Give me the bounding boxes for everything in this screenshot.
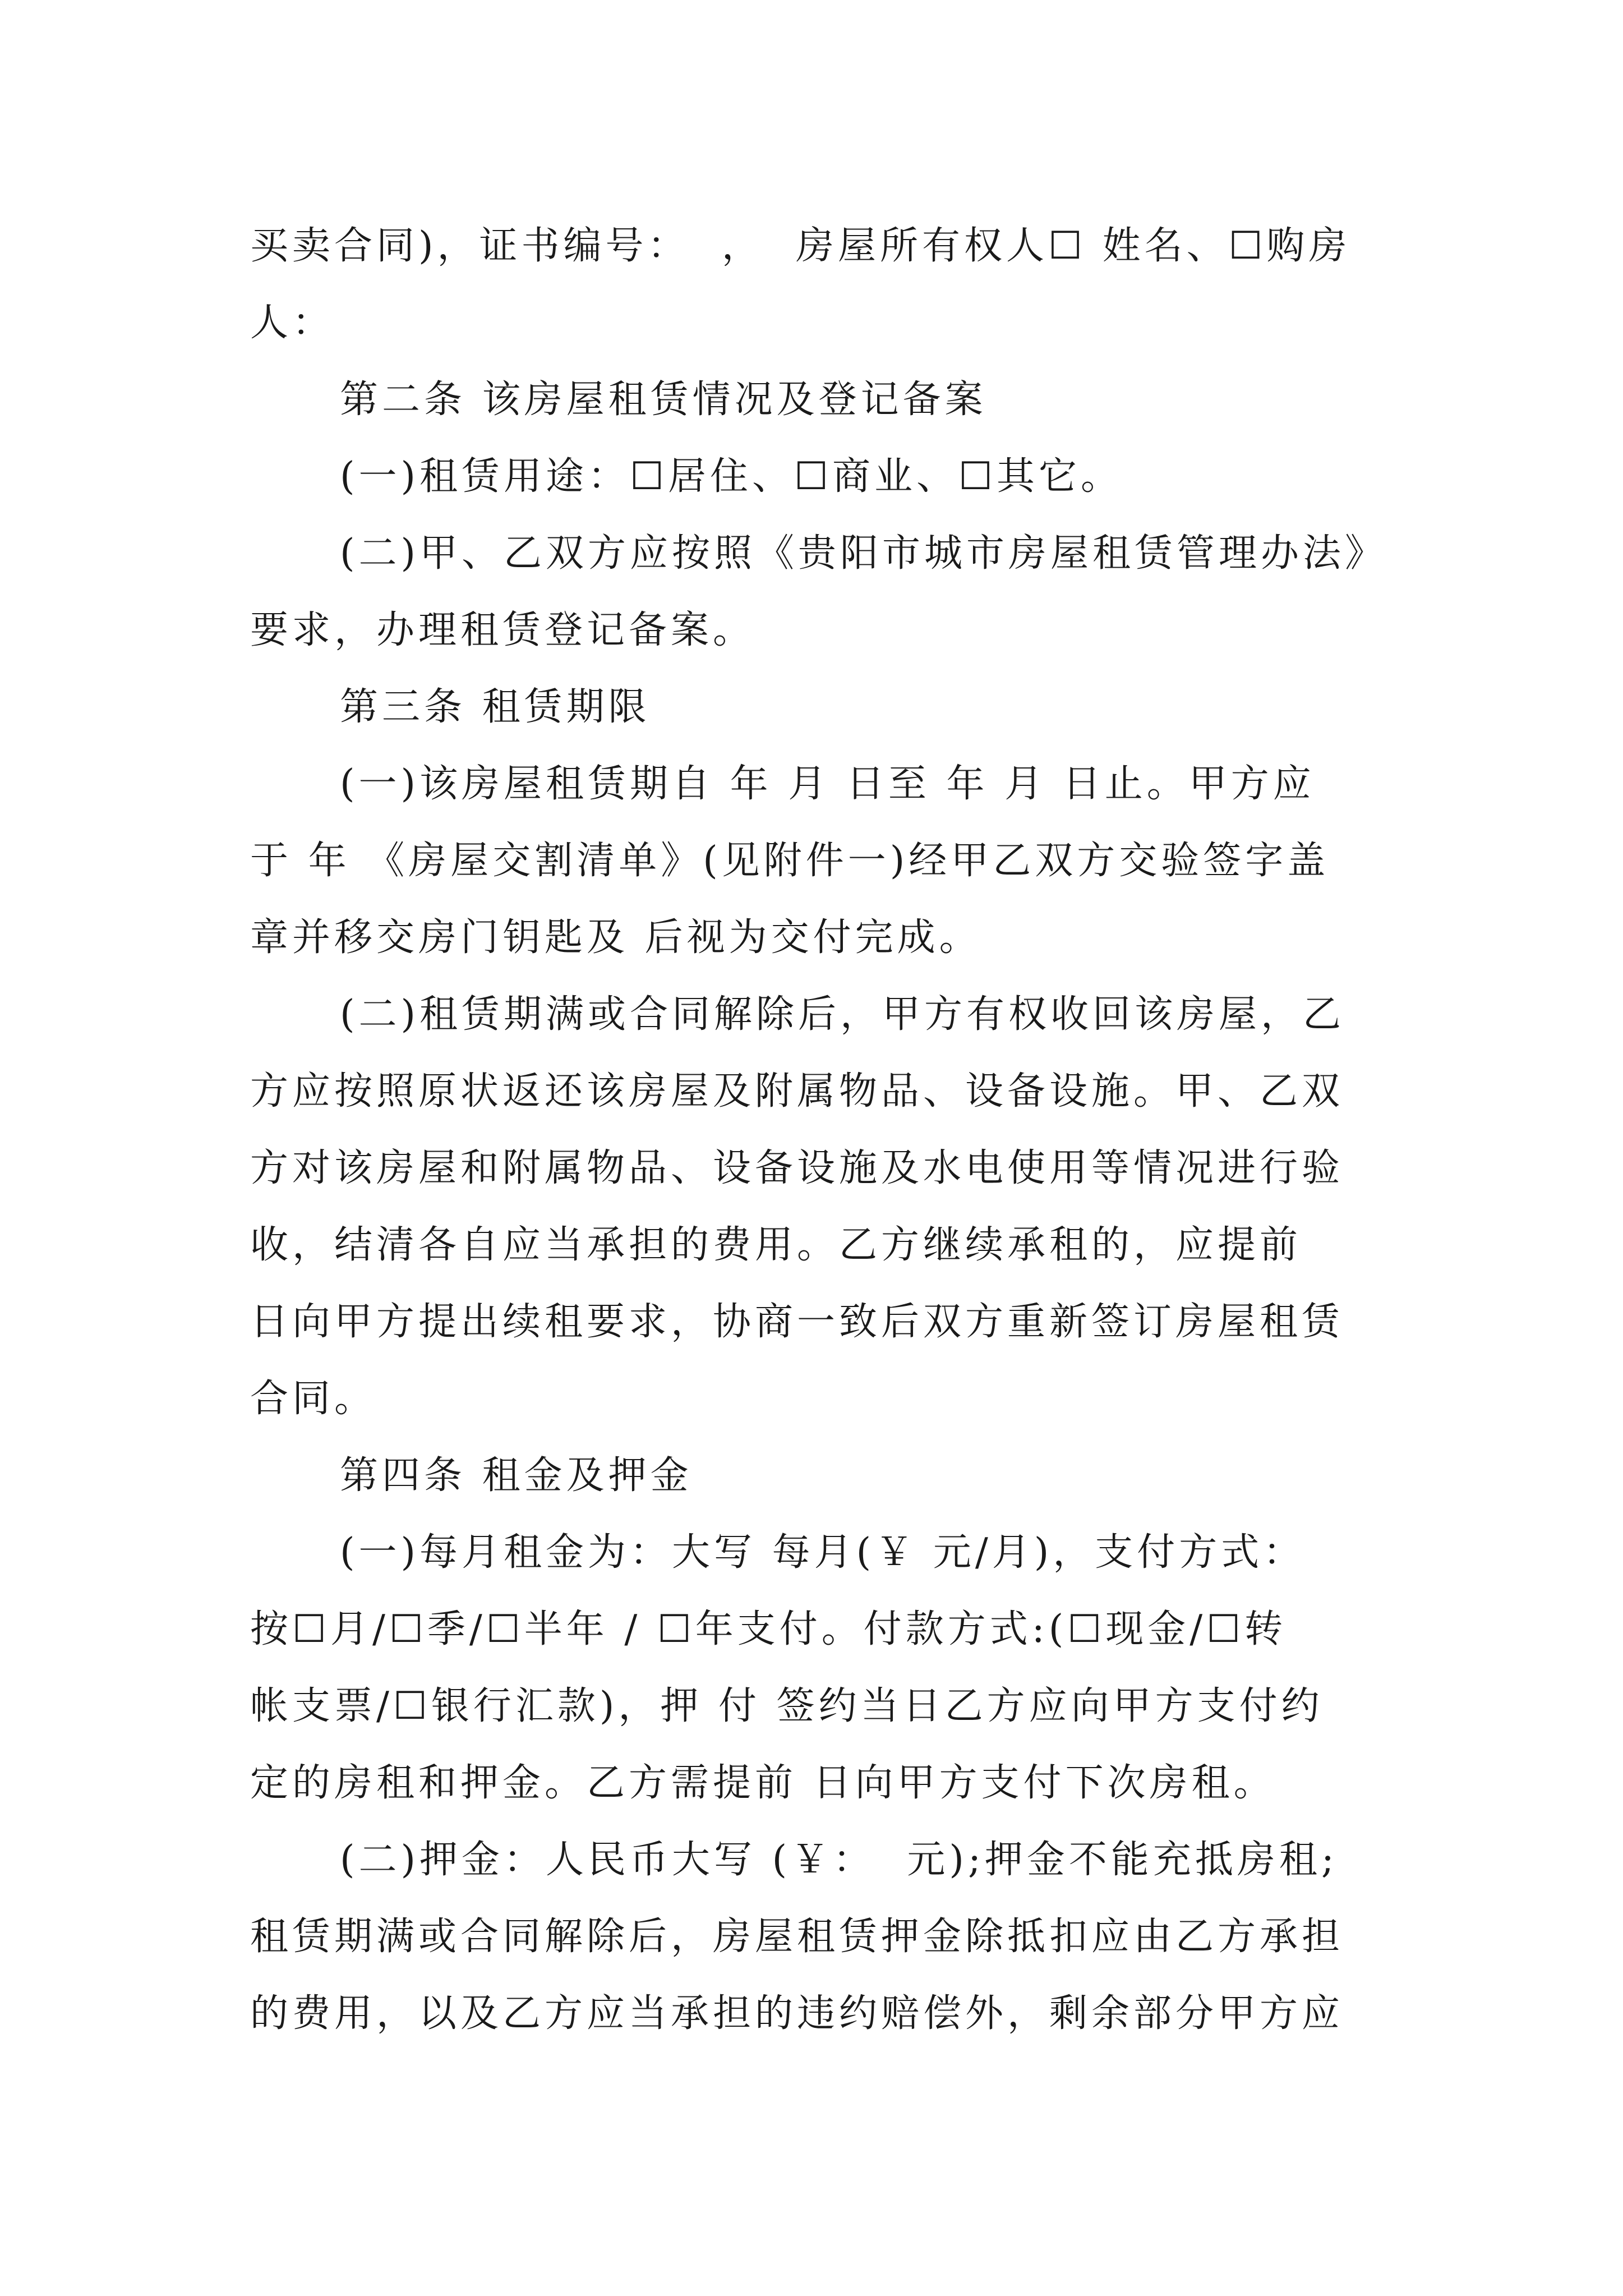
text-line: 章并移交房门钥匙及 后视为交付完成。: [250, 915, 981, 960]
article-2-heading: 第二条 该房屋租赁情况及登记备案: [340, 378, 987, 422]
text-line: 帐支票/☐银行汇款)，押 付 签约当日乙方应向甲方支付约: [250, 1684, 1324, 1728]
article-4-heading: 第四条 租金及押金: [340, 1453, 693, 1498]
text-line: 方对该房屋和附属物品、设备设施及水电使用等情况进行验: [250, 1146, 1344, 1190]
text-line: 方应按照原状返还该房屋及附属物品、设备设施。甲、乙双: [250, 1069, 1344, 1114]
text-line: 的费用，以及乙方应当承担的违约赔偿外，剩余部分甲方应: [250, 1991, 1344, 2036]
text-line: 定的房租和押金。乙方需提前 日向甲方支付下次房租。: [250, 1761, 1276, 1805]
text-line: 合同。: [250, 1377, 377, 1421]
text-line: 于 年 《房屋交割清单》(见附件一)经甲乙双方交验签字盖: [250, 839, 1330, 883]
article-3-heading: 第三条 租赁期限: [340, 685, 651, 729]
text-line: (二)租赁期满或合同解除后，甲方有权收回该房屋，乙: [340, 992, 1345, 1037]
text-line: (一)该房屋租赁期自 年 月 日至 年 月 日止。甲方应: [340, 762, 1315, 806]
text-line: 人：: [250, 301, 335, 345]
text-line: (一)租赁用途：☐居住、☐商业、☐其它。: [340, 454, 1123, 499]
text-line: 买卖合同)，证书编号： ， 房屋所有权人☐ 姓名、☐购房: [250, 224, 1351, 268]
text-line: 日向甲方提出续租要求，协商一致后双方重新签订房屋租赁: [250, 1300, 1344, 1344]
text-line: 租赁期满或合同解除后，房屋租赁押金除抵扣应由乙方承担: [250, 1915, 1344, 1959]
contract-text-body: [250, 208, 1389, 2052]
text-line: (二)押金：人民币大写 (￥： 元);押金不能充抵房租;: [340, 1838, 1338, 1882]
text-line: 按☐月/☐季/☐半年 / ☐年支付。付款方式:(☐现金/☐转: [250, 1607, 1287, 1651]
text-line: 收，结清各自应当承担的费用。乙方继续承租的，应提前: [250, 1223, 1302, 1267]
text-line: (一)每月租金为：大写 每月(￥ 元/月)，支付方式：: [340, 1530, 1306, 1575]
text-line: 要求，办理租赁登记备案。: [250, 608, 755, 652]
text-line: (二)甲、乙双方应按照《贵阳市城市房屋租赁管理办法》: [340, 531, 1387, 576]
